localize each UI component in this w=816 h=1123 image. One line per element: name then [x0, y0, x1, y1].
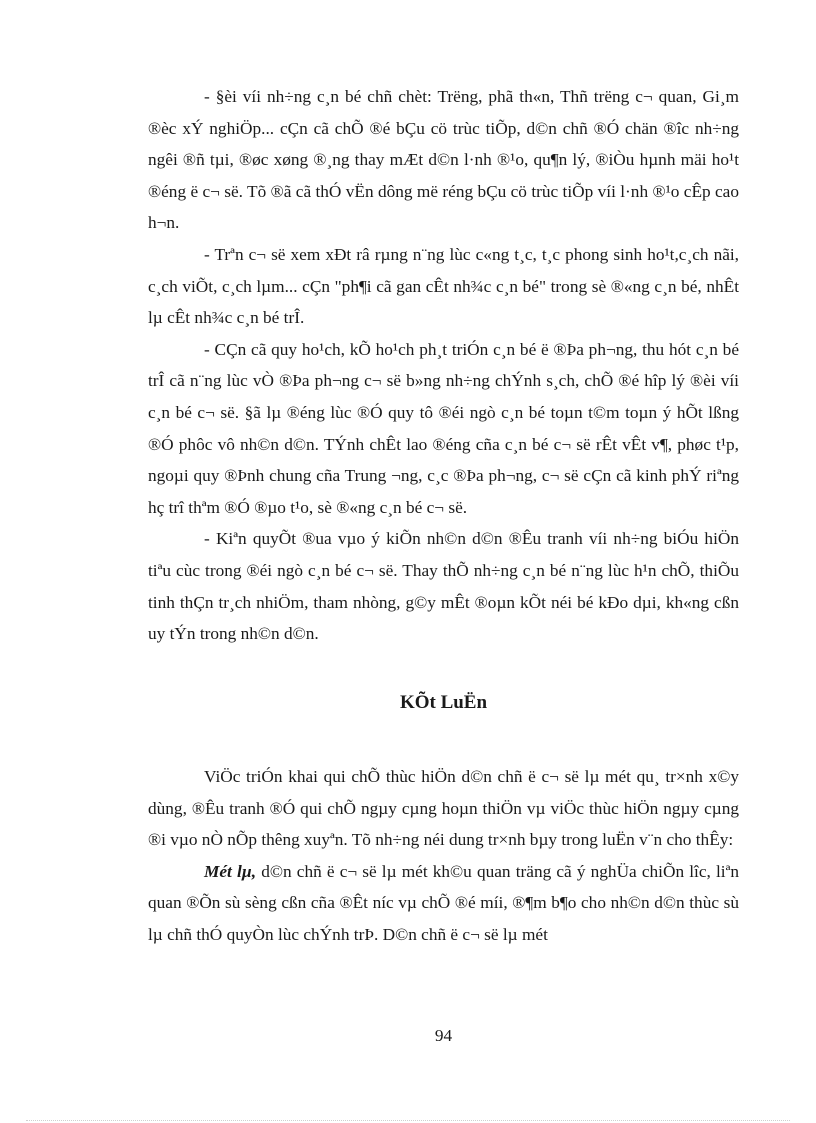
paragraph-cadre-replacement: - Kiªn quyÕt ®ua vµo ý kiÕn nh©n d©n ®Êu tranh víi nh÷ng biÓu hiÖn tiªu cùc trong ®éi ngò c¸n bé c¬ së. Thay thÕ nh÷ng c¸n bé n¨ng lùc h¹n chÕ, thiÕu tinh thÇn tr¸ch nhiÖm, tham nhòng, g©y mÊt ®oµn kÕt néi bé kÐo dµi, kh«ng cßn uy tÝn trong nh©n d©n.: [148, 529, 739, 644]
paragraph-conclusion-intro: ViÖc triÓn khai qui chÕ thùc hiÖn d©n chñ ë c¬ së lµ mét qu¸ tr×nh x©y dùng, ®Êu tranh ®Ó qui chÕ ngµy cµng hoµn thiÖn vµ viÖc thùc hiÖn ngµy cµng ®i vµo nÒ nÕp thêng xuyªn. Tõ nh÷ng néi dung tr×nh bµy trong luËn v¨n cho thÊy:: [148, 767, 739, 850]
body-text-section: [148, 81, 739, 650]
page-bottom-divider: [26, 1120, 790, 1121]
paragraph-cadre-planning: - CÇn cã quy ho¹ch, kÕ ho¹ch ph¸t triÓn c¸n bé ë ®Þa ph¬ng, thu hót c¸n bé trÎ cã n¨ng lùc vÒ ®Þa ph¬ng c¬ së b»ng nh÷ng chÝnh s¸ch, chÕ ®é hîp lý ®èi víi c¸n bé c¬ së. §ã lµ ®éng lùc ®Ó quy tô ®éi ngò c¸n bé toµn t©m toµn ý hÕt lßng ®Ó phôc vô nh©n d©n. TÝnh chÊt lao ®éng cña c¸n bé c¬ së rÊt vÊt v¶, phøc t¹p, ngoµi quy ®Þnh chung cña Trung ¬ng, c¸c ®Þa ph¬ng, c¬ së cÇn cã kinh phÝ riªng hç trî thªm ®Ó ®µo t¹o, sè ®«ng c¸n bé c¬ së.: [148, 339, 739, 517]
conclusion-section: [148, 761, 739, 951]
first-point-text: d©n chñ ë c¬ së lµ mét kh©u quan träng cã ý nghÜa chiÕn lîc, liªn quan ®Õn sù sèng cßn cña ®Êt níc vµ chÕ ®é míi, ®¶m b¶o cho nh©n d©n thùc sù lµ chñ thÓ quyÒn lùc chÝnh trÞ. D©n chñ ë c¬ së lµ mét: [148, 861, 739, 944]
paragraph-cadre-promotion: - Trªn c¬ së xem xÐt râ rµng n¨ng lùc c«ng t¸c, t¸c phong sinh ho¹t,c¸ch nãi, c¸ch viÕt, c¸ch lµm... cÇn "ph¶i cã gan cÊt nh¾c c¸n bé" trong sè ®«ng c¸n bé, nhÊt lµ cÊt nh¾c c¸n bé trÎ.: [148, 244, 739, 328]
page-number: 94: [434, 1026, 453, 1045]
paragraph-cadre-election: - §èi víi nh÷ng c¸n bé chñ chèt: Trëng, phã th«n, Thñ trëng c¬ quan, Gi¸m ®èc xÝ nghiÖp... cÇn cã chÕ ®é bÇu cö trùc tiÕp, d©n chñ ®Ó chän ®îc nh÷ng ngêi ®ñ tµi, ®øc xøng ®¸ng thay mÆt d©n l·nh ®¹o, qu¶n lý, ®iÒu hµnh mäi ho¹t ®éng ë c¬ së. Tõ ®ã cã thÓ vËn dông më réng bÇu cö trùc tiÕp víi l·nh ®¹o cÊp cao h¬n.: [148, 87, 739, 233]
section-heading: KÕt LuËn: [399, 692, 488, 713]
paragraph-conclusion-first: [148, 856, 739, 951]
first-point-lead: Mét lµ,: [204, 861, 257, 881]
